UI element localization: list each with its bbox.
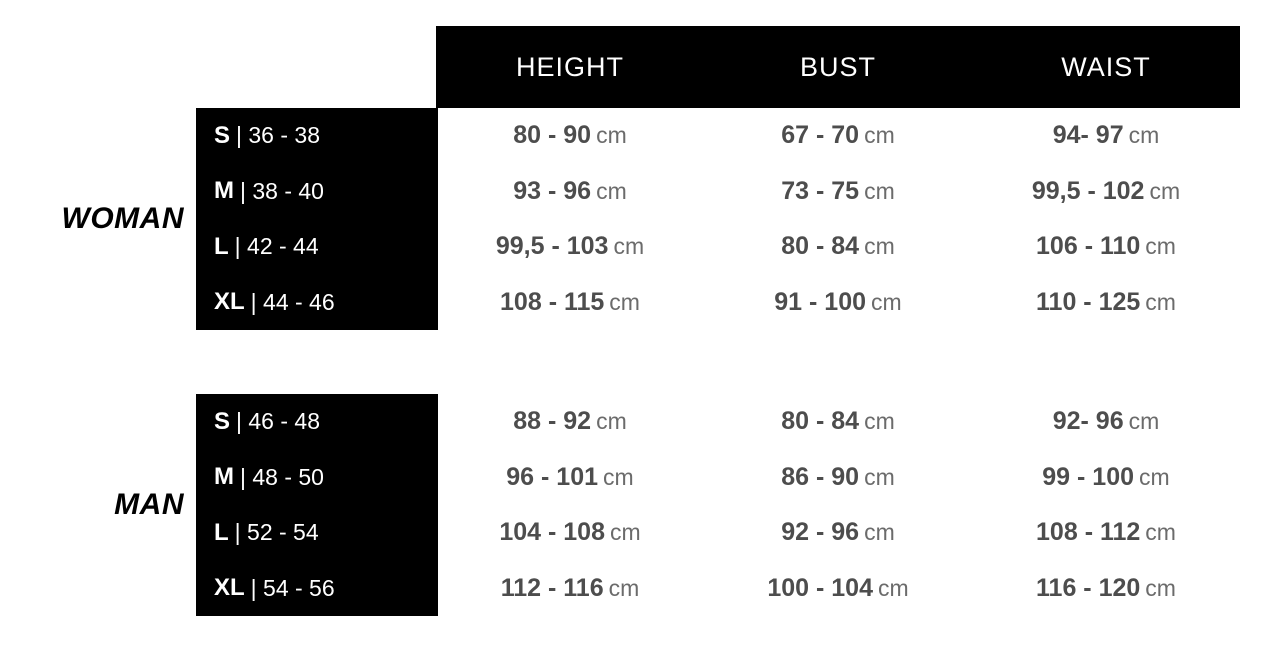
column-header-height: HEIGHT: [515, 51, 624, 82]
size-range: | 46 - 48: [236, 408, 320, 435]
value: 116 - 120: [1036, 573, 1141, 602]
value: 92 - 96: [781, 518, 860, 547]
unit: cm: [596, 408, 627, 435]
unit: cm: [596, 177, 627, 204]
unit: cm: [1145, 574, 1176, 601]
table-row: [436, 450, 1240, 506]
value: 92- 96: [1052, 407, 1124, 436]
size-range: | 44 - 46: [250, 288, 335, 315]
unit: cm: [864, 408, 895, 435]
size-label: S: [214, 407, 231, 435]
value: 80 - 84: [781, 232, 860, 261]
cell-waist: [972, 463, 1240, 492]
table-row: [436, 394, 1240, 450]
unit: cm: [1149, 177, 1181, 204]
unit: cm: [1139, 463, 1170, 490]
cell-waist: [972, 232, 1240, 261]
cell-bust: [704, 177, 972, 206]
table-row: [196, 505, 438, 561]
value: 110 - 125: [1036, 287, 1141, 316]
cell-waist: [972, 407, 1240, 436]
unit: cm: [613, 233, 645, 260]
column-header-bust: BUST: [799, 51, 876, 82]
value: 108 - 115: [500, 287, 605, 316]
unit: cm: [608, 574, 640, 601]
cell-bust: [704, 288, 972, 317]
value: 94- 97: [1052, 121, 1124, 150]
cell-bust: [704, 407, 972, 436]
group-man: [0, 394, 1267, 616]
cell-waist: [972, 518, 1240, 547]
unit: cm: [1145, 519, 1176, 546]
cell-bust: [704, 121, 972, 150]
unit: cm: [1128, 408, 1160, 435]
table-row: [196, 394, 438, 450]
size-label: L: [214, 232, 229, 260]
unit: cm: [864, 233, 895, 260]
table-row: [196, 275, 438, 331]
cell-height: [436, 121, 704, 150]
table-row: [196, 164, 438, 220]
value: 104 - 108: [499, 518, 605, 547]
cell-waist: [972, 288, 1240, 317]
measurements-man: [436, 394, 1240, 616]
cell-height: [436, 288, 704, 317]
value: 73 - 75: [781, 176, 860, 205]
table-row: [436, 275, 1240, 331]
unit: cm: [864, 177, 895, 204]
cell-bust: [704, 518, 972, 547]
group-label-man: MAN: [114, 488, 184, 521]
table-row: [436, 561, 1240, 617]
value: 99 - 100: [1042, 462, 1135, 491]
table-row: [196, 450, 438, 506]
table-row: [196, 561, 438, 617]
value: 80 - 90: [513, 121, 592, 150]
size-range: | 36 - 38: [236, 122, 320, 149]
size-range: | 38 - 40: [240, 177, 324, 204]
cell-height: [436, 232, 704, 261]
unit: cm: [871, 288, 902, 315]
measurements-woman: [436, 108, 1240, 330]
cell-height: [436, 177, 704, 206]
value: 99,5 - 102: [1031, 176, 1145, 205]
unit: cm: [1128, 122, 1160, 149]
cell-waist: [972, 177, 1240, 206]
size-column-man: [196, 394, 438, 616]
unit: cm: [1145, 288, 1176, 315]
value: 80 - 84: [781, 407, 860, 436]
size-label: M: [214, 463, 234, 491]
table-row: [196, 219, 438, 275]
size-label: S: [214, 121, 231, 149]
cell-waist: [972, 574, 1240, 603]
cell-waist: [972, 121, 1240, 150]
size-column-woman: [196, 108, 438, 330]
value: 86 - 90: [781, 462, 860, 491]
size-range: | 54 - 56: [250, 574, 335, 601]
table-row: [436, 219, 1240, 275]
cell-bust: [704, 232, 972, 261]
unit: cm: [1145, 233, 1176, 260]
value: 96 - 101: [506, 462, 599, 491]
table-row: [436, 505, 1240, 561]
unit: cm: [864, 519, 895, 546]
unit: cm: [864, 463, 895, 490]
value: 99,5 - 103: [495, 232, 609, 261]
table-header: [436, 26, 1240, 108]
unit: cm: [609, 288, 640, 315]
size-label: XL: [214, 288, 245, 316]
value: 100 - 104: [767, 573, 873, 602]
size-range: | 42 - 44: [234, 233, 319, 260]
unit: cm: [603, 463, 634, 490]
cell-bust: [704, 574, 972, 603]
table-row: [436, 164, 1240, 220]
unit: cm: [864, 122, 895, 149]
table-row: [196, 108, 438, 164]
value: 93 - 96: [513, 176, 592, 205]
unit: cm: [596, 122, 627, 149]
size-label: L: [214, 518, 229, 546]
size-range: | 48 - 50: [240, 463, 324, 490]
cell-bust: [704, 463, 972, 492]
table-row: [436, 108, 1240, 164]
value: 108 - 112: [1036, 518, 1141, 547]
unit: cm: [877, 574, 909, 601]
size-label: M: [214, 177, 234, 205]
cell-height: [436, 463, 704, 492]
value: 91 - 100: [774, 287, 867, 316]
size-range: | 52 - 54: [234, 519, 319, 546]
value: 88 - 92: [513, 407, 592, 436]
size-label: XL: [214, 574, 245, 602]
cell-height: [436, 518, 704, 547]
group-woman: [0, 108, 1267, 330]
column-header-waist: WAIST: [1061, 51, 1151, 82]
group-label-woman: WOMAN: [61, 202, 184, 235]
value: 67 - 70: [781, 121, 860, 150]
value: 112 - 116: [500, 573, 604, 602]
cell-height: [436, 574, 704, 603]
cell-height: [436, 407, 704, 436]
unit: cm: [609, 519, 641, 546]
value: 106 - 110: [1036, 232, 1141, 261]
